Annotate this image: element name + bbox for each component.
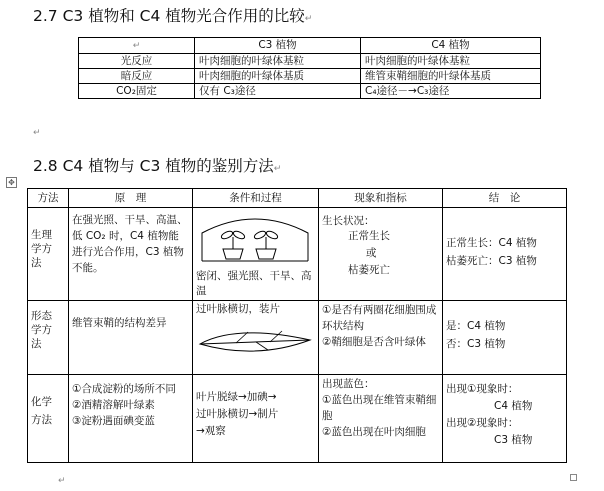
- conclusion-text: 出现①现象时：: [446, 383, 519, 395]
- table-row: [28, 189, 567, 208]
- phenomenon-text: 枯萎死亡: [348, 264, 390, 276]
- conclusion-text: 出现②现象时：: [446, 417, 519, 429]
- table-cell: 暗反应: [79, 69, 195, 84]
- conclusion-cell: [443, 208, 567, 301]
- phenomenon-text: ②蓝色出现在叶肉细胞: [322, 426, 426, 438]
- section-title-28: 2.8 C4 植物与 C3 植物的鉴别方法↵: [33, 157, 282, 175]
- table-cell: C₄途径－→C₃途径: [361, 84, 541, 99]
- phenomenon-text: 或: [366, 247, 377, 259]
- table-row: [79, 54, 541, 69]
- method-text: 形态: [31, 310, 52, 322]
- method-cell: [28, 375, 69, 463]
- table-cell: CO₂固定: [79, 84, 195, 99]
- conclusion-cell: [443, 301, 567, 375]
- table-cell: 光反应: [79, 54, 195, 69]
- table-row: [79, 69, 541, 84]
- conclusion-text: 否：C3 植物: [446, 338, 506, 350]
- process-text: 过叶脉横切，装片: [196, 303, 280, 315]
- table-header-principle: 原 理: [69, 189, 193, 208]
- paragraph-mark: ↵: [58, 476, 66, 486]
- table-cell: 叶肉细胞的叶绿体基质: [195, 69, 361, 84]
- method-text: 方法: [31, 414, 52, 426]
- phenomenon-text: 正常生长: [348, 230, 390, 242]
- conclusion-text: 枯萎死亡：C3 植物: [446, 255, 537, 267]
- conclusion-text: 是：C4 植物: [446, 320, 506, 332]
- principle-text: 维管束鞘的结构差异: [72, 317, 167, 329]
- process-cell: [193, 301, 319, 375]
- conclusion-cell: [443, 375, 567, 463]
- method-cell: [28, 208, 69, 301]
- phenomenon-text: 出现蓝色：: [322, 378, 375, 390]
- table-header-c3: C3 植物: [195, 38, 361, 54]
- phenomenon-cell: [319, 208, 443, 301]
- table-cell: 仅有 C₃途径: [195, 84, 361, 99]
- phenomenon-cell: [319, 375, 443, 463]
- method-text: 法: [31, 338, 42, 350]
- principle-text: ①合成淀粉的场所不同: [72, 383, 176, 395]
- process-cell: [193, 208, 319, 301]
- principle-text: ③淀粉遇面碘变蓝: [72, 415, 155, 427]
- section-title-27: 2.7 C3 植物和 C4 植物光合作用的比较↵: [33, 7, 313, 25]
- process-text: 过叶脉横切→制片: [196, 408, 279, 420]
- process-text: 叶片脱绿→加碘→: [196, 391, 277, 403]
- conclusion-text: C3 植物: [494, 434, 533, 446]
- process-text: 密闭、强光照、干旱、高温: [196, 270, 312, 297]
- table-row: [28, 208, 567, 301]
- table-header-conclusion: 结 论: [443, 189, 567, 208]
- method-cell: [28, 301, 69, 375]
- leaf-cross-section-icon: [196, 320, 314, 360]
- table-header-method: 方法: [28, 189, 69, 208]
- conclusion-text: C4 植物: [494, 400, 533, 412]
- phenomenon-text: ①是否有两圈花细胞围成环状结构: [322, 304, 437, 332]
- table-row: [28, 375, 567, 463]
- principle-text: 在强光照、干旱、高温、低 CO₂ 时，C4 植物能进行光合作用，C3 植物不能。: [72, 214, 188, 274]
- table-row: [79, 38, 541, 54]
- table-end-marker: [570, 474, 577, 481]
- identification-table: [27, 188, 567, 463]
- principle-cell: [69, 375, 193, 463]
- method-text: 学方: [31, 243, 52, 255]
- table-header-process: 条件和过程: [193, 189, 319, 208]
- greenhouse-with-plants-icon: [196, 211, 314, 269]
- conclusion-text: 正常生长：C4 植物: [446, 237, 537, 249]
- paragraph-mark: ↵: [33, 128, 41, 138]
- table-cell: 叶肉细胞的叶绿体基粒: [361, 54, 541, 69]
- method-text: 法: [31, 257, 42, 269]
- process-cell: [193, 375, 319, 463]
- table-cell: ↵: [79, 38, 195, 54]
- table-cell: 叶肉细胞的叶绿体基粒: [195, 54, 361, 69]
- table-header-phenomenon: 现象和指标: [319, 189, 443, 208]
- table-row: [79, 84, 541, 99]
- phenomenon-text: ②鞘细胞是否含叶绿体: [322, 336, 426, 348]
- phenomenon-cell: [319, 301, 443, 375]
- method-text: 学方: [31, 324, 52, 336]
- method-text: 生理: [31, 229, 52, 241]
- phenomenon-text: 生长状况：: [322, 215, 375, 227]
- table-cell: 维管束鞘细胞的叶绿体基质: [361, 69, 541, 84]
- process-text: →观察: [196, 425, 226, 437]
- table-header-c4: C4 植物: [361, 38, 541, 54]
- phenomenon-text: ①蓝色出现在维管束鞘细胞: [322, 394, 437, 422]
- principle-text: ②酒精溶解叶绿素: [72, 399, 155, 411]
- principle-cell: [69, 301, 193, 375]
- move-anchor-icon[interactable]: ✥: [6, 177, 17, 188]
- table-row: [28, 301, 567, 375]
- comparison-table: [78, 37, 541, 99]
- principle-cell: [69, 208, 193, 301]
- method-text: 化学: [31, 396, 52, 408]
